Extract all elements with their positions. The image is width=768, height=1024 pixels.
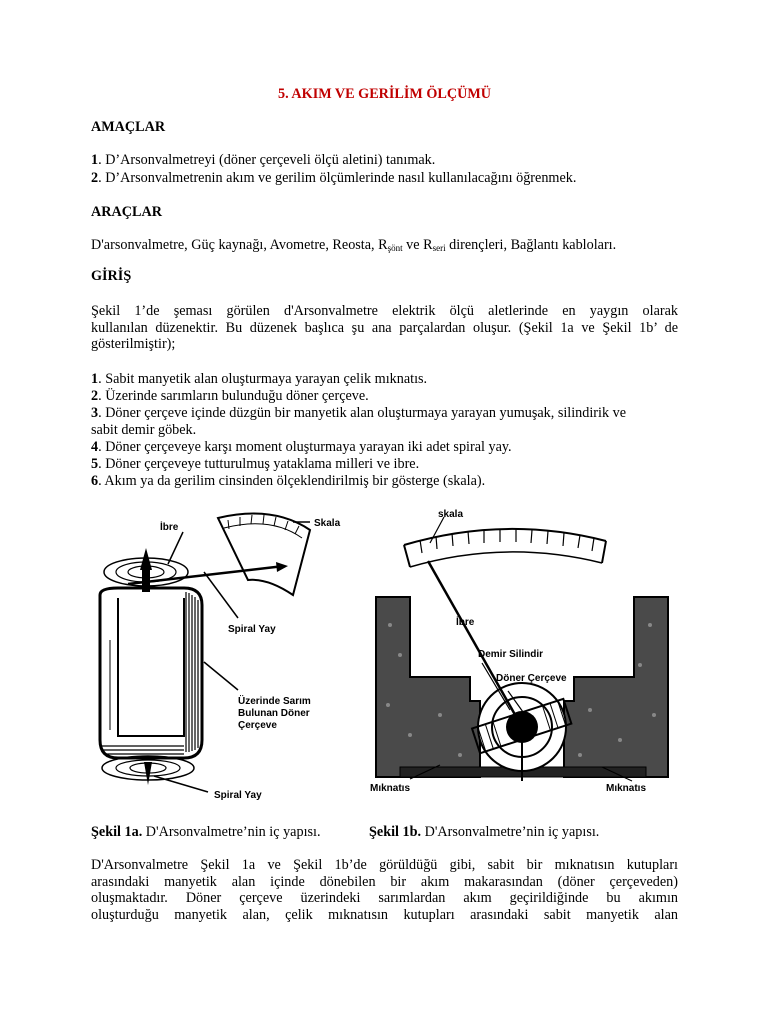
label-magnet-left: Mıknatıs — [370, 783, 411, 794]
section-heading-amaclar: AMAÇLAR — [91, 119, 166, 135]
label-ibre: İbre — [160, 522, 179, 533]
section-heading-araclar: ARAÇLAR — [91, 204, 162, 220]
part-item: 3. Döner çerçeve içinde düzgün bir manyetik alan oluşturmaya yarayan yumuşak, silindirik ve — [91, 405, 627, 421]
label-spiral-yay-bottom: Spiral Yay — [214, 790, 262, 801]
part-item: 6. Akım ya da gerilim cinsinden ölçeklendirilmiş bir gösterge (skala). — [91, 473, 486, 489]
figure-caption-1b: Şekil 1b. D'Arsonvalmetre’nin iç yapısı. — [369, 824, 600, 840]
objective-item: 2. D’Arsonvalmetrenin akım ve gerilim ölçümlerinde nasıl kullanılacağını öğrenmek. — [91, 170, 577, 186]
figure-1b-darsonvalmetre-diagram — [370, 505, 670, 805]
equipment-list: D'arsonvalmetre, Güç kaynağı, Avometre, Reosta, $R_{şönt}$ ve $R_{seri}$ dirençleri, Bağlantı kabloları. — [91, 237, 617, 253]
part-item: 4. Döner çerçeveye karşı moment oluşturmaya yarayan iki adet spiral yay. — [91, 439, 512, 455]
part-item: 1. Sabit manyetik alan oluşturmaya yarayan çelik mıknatıs. — [91, 371, 428, 387]
spiral-spring-bottom — [102, 756, 194, 785]
label-coil-line3: Çerçeve — [238, 720, 277, 731]
part-item: 2. Üzerinde sarımların bulunduğu döner çerçeve. — [91, 388, 369, 404]
part-item-continuation: sabit demir göbek. — [91, 422, 197, 438]
iron-cylinder-and-coil — [472, 683, 571, 781]
spiral-spring-top — [104, 548, 188, 592]
label-iron-cylinder: Demir Silindir — [478, 649, 544, 660]
label-coil-line2: Bulunan Döner — [238, 708, 310, 719]
label-rotating-coil: Döner Çerçeve — [496, 673, 567, 684]
figure-1a-darsonvalmetre-diagram — [88, 500, 350, 810]
figure-caption-1a: Şekil 1a. D'Arsonvalmetre’nin iç yapısı. — [91, 824, 321, 840]
label-ibre: İbre — [456, 617, 475, 628]
label-magnet-right: Mıknatıs — [606, 783, 647, 794]
section-heading-giris: GİRİŞ — [91, 268, 132, 284]
scale-arc — [218, 514, 310, 595]
document-title: 5. AKIM VE GERİLİM ÖLÇÜMÜ — [278, 86, 491, 102]
intro-paragraph: Şekil 1’de şeması görülen d'Arsonvalmetre elektrik ölçü aletlerinde en yaygın olarak kullanılan düzenektir. Bu düzenek başlıca şu ana parçalardan oluşur. (Şekil 1a ve Şekil 1b’ de gösterilmiştir); — [91, 303, 678, 352]
label-spiral-yay-top: Spiral Yay — [228, 624, 276, 635]
label-skala: Skala — [314, 518, 341, 529]
closing-paragraph: D'Arsonvalmetre Şekil 1a ve Şekil 1b’de görüldüğü gibi, sabit bir mıknatısın kutupları arasındaki manyetik alan içinde dönebilen bir akım makarasından (döner çerçeveden) oluşmaktadır. Döner çerçeve üzerindeki sarımlardan akım geçirildiğinde bu akımın oluşturduğu manyetik alan, çelik mıknatısın kutupları arasındaki sabit manyetik alan — [91, 857, 678, 923]
part-item: 5. Döner çerçeveye tutturulmuş yataklama milleri ve ibre. — [91, 456, 420, 472]
objective-item: 1. D’Arsonvalmetreyi (döner çerçeveli ölçü aletini) tanımak. — [91, 152, 436, 168]
rotating-coil-frame — [100, 588, 202, 758]
label-coil-line1: Üzerinde Sarım — [238, 696, 311, 707]
label-skala: skala — [438, 509, 464, 520]
